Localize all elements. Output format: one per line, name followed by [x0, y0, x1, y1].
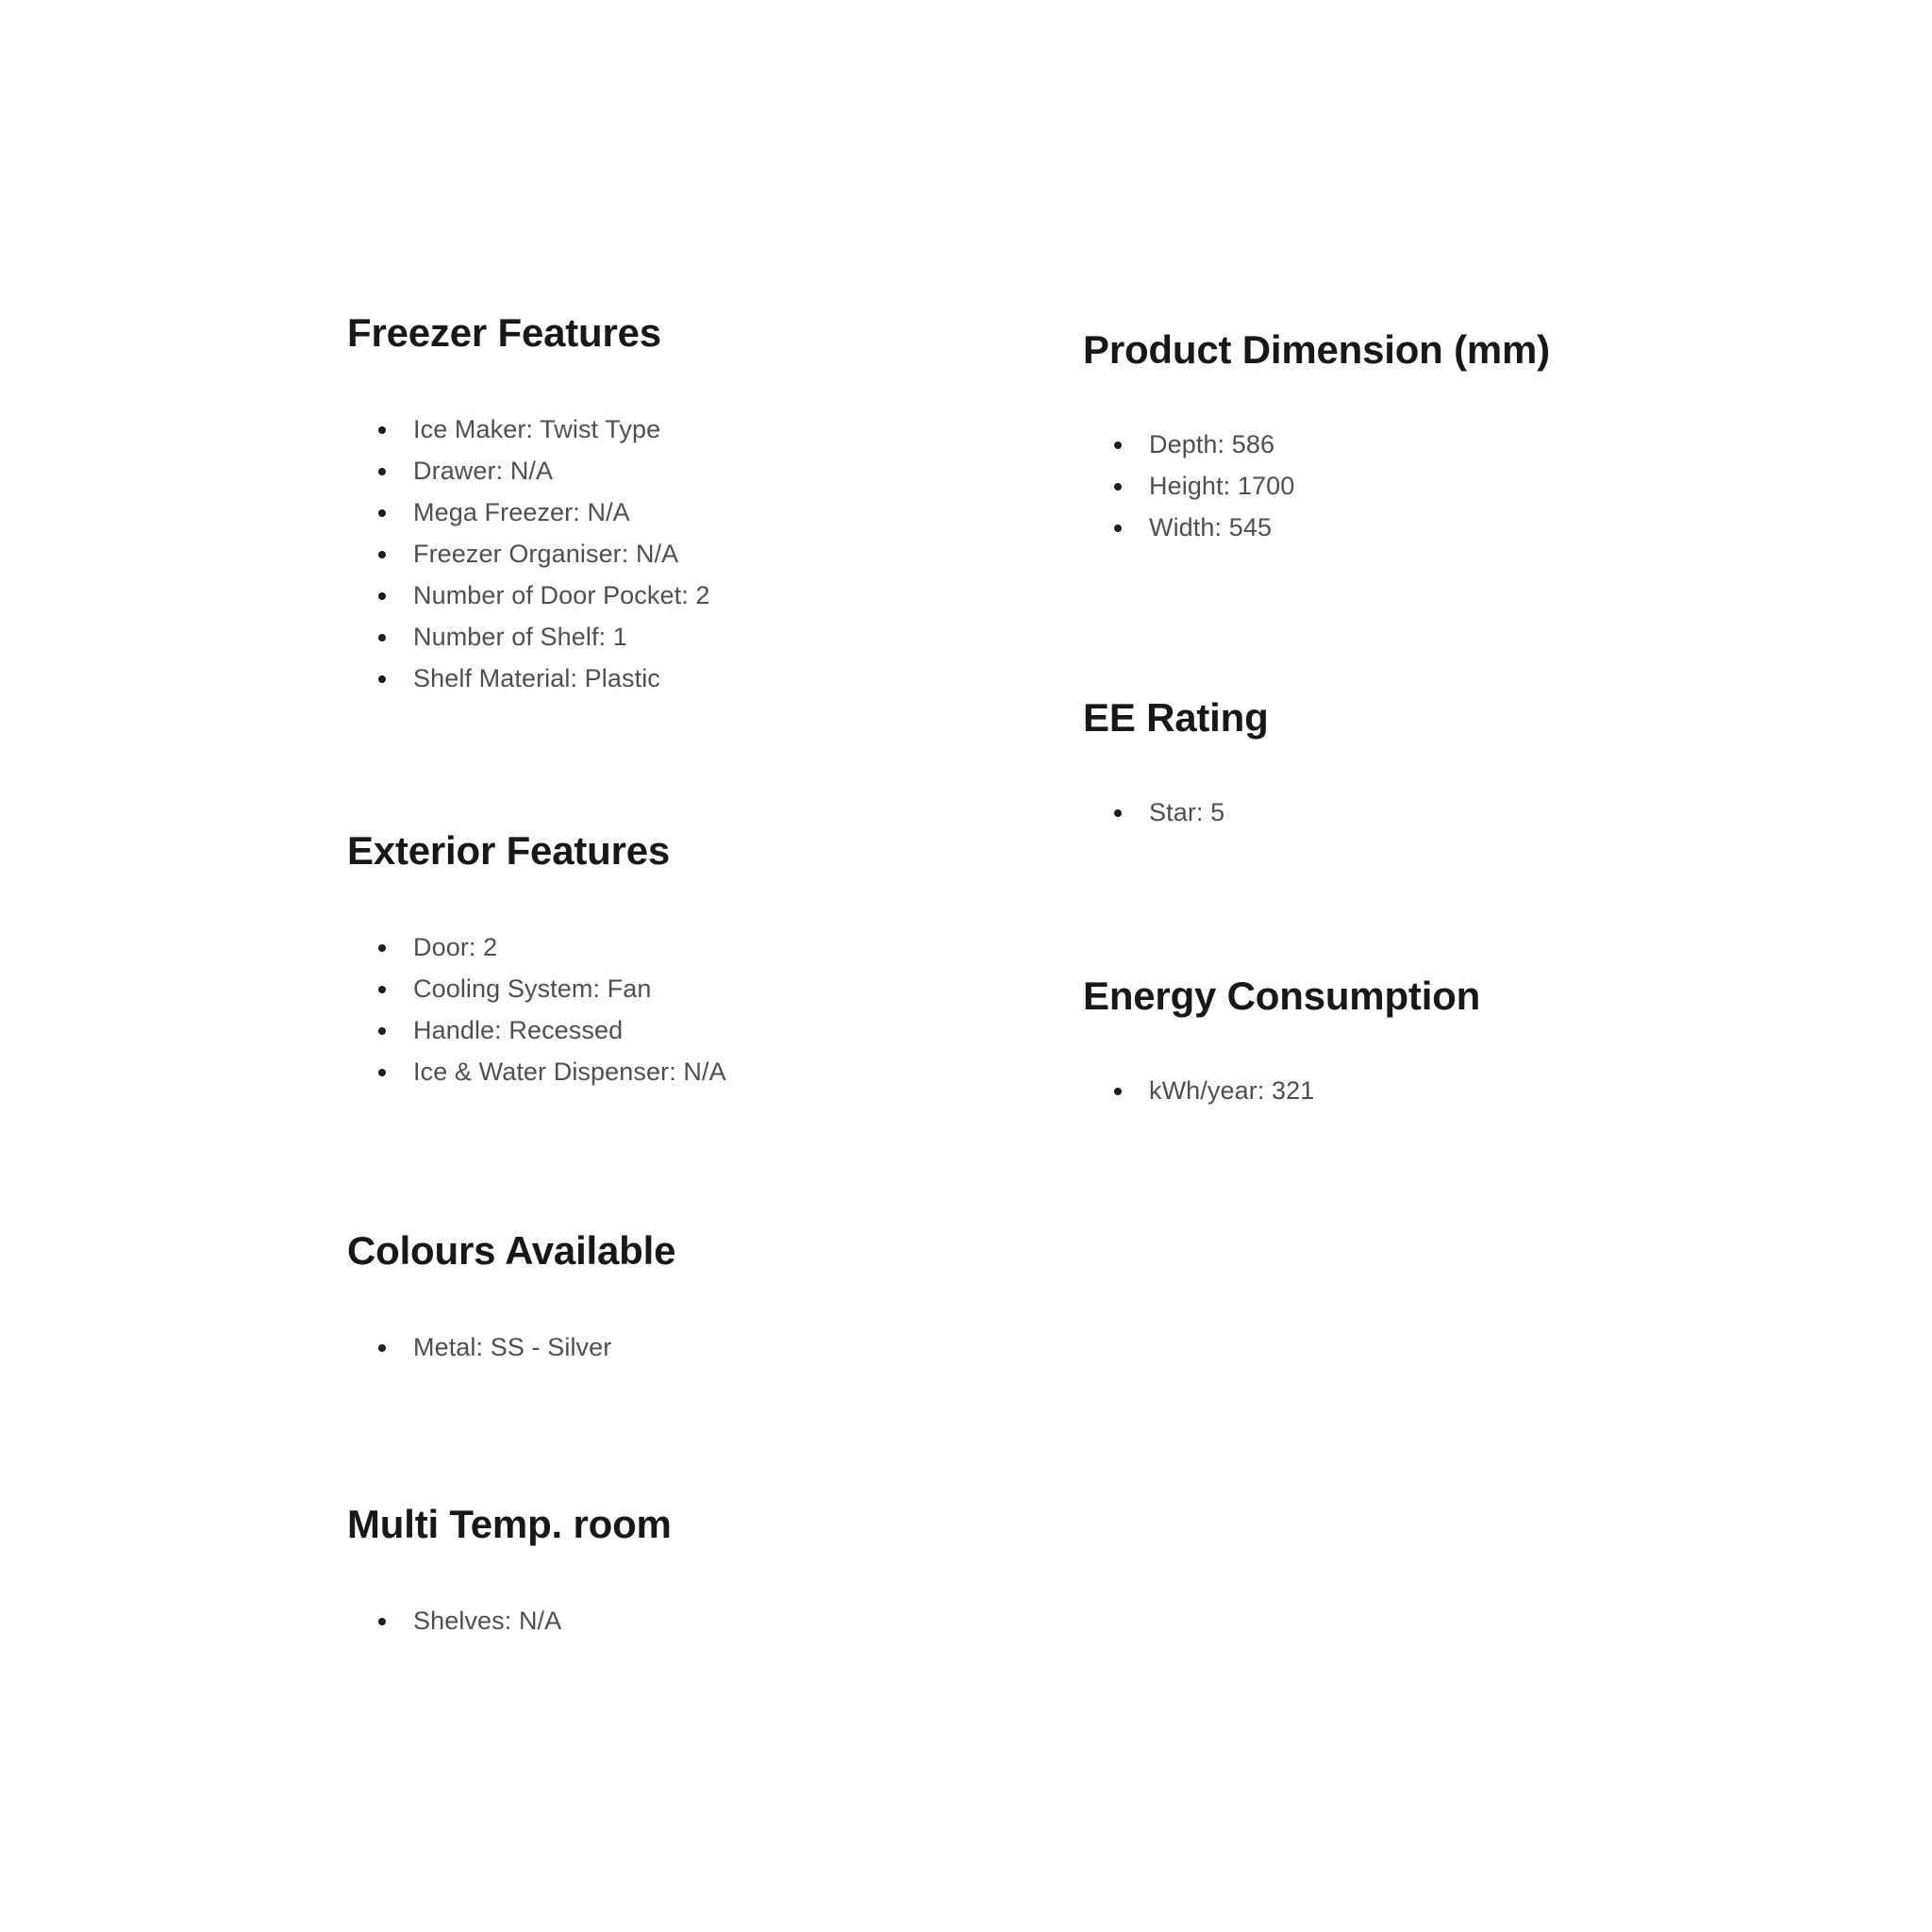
section-title-product-dimension: Product Dimension (mm): [1083, 327, 1550, 372]
list-item: [347, 408, 1045, 450]
section-title-multi-temp-room: Multi Temp. room: [347, 1502, 672, 1546]
list-item-label: Mega Freezer: N/A: [413, 498, 630, 526]
bullet-icon: [378, 592, 386, 600]
spec-list-product-dimension: [1083, 424, 1800, 548]
list-item: [347, 491, 1045, 533]
list-item: [1083, 1070, 1800, 1111]
list-item-label: Shelf Material: Plastic: [413, 664, 660, 692]
bullet-icon: [378, 551, 386, 558]
list-item-label: Cooling System: Fan: [413, 974, 652, 1003]
list-item: [347, 658, 1045, 699]
list-item-label: Door: 2: [413, 933, 498, 961]
section-title-freezer-features: Freezer Features: [347, 310, 661, 355]
bullet-icon: [378, 675, 386, 683]
bullet-icon: [378, 1344, 386, 1352]
list-item-label: Ice Maker: Twist Type: [413, 415, 661, 443]
list-item-label: Metal: SS - Silver: [413, 1333, 612, 1361]
list-item: [347, 1051, 1045, 1092]
list-item-label: Width: 545: [1149, 513, 1273, 541]
spec-list-freezer-features: [347, 408, 1045, 699]
list-item-label: Star: 5: [1149, 798, 1225, 826]
spec-list-ee-rating: [1083, 791, 1800, 833]
section-title-ee-rating: EE Rating: [1083, 695, 1269, 740]
list-item: [1083, 465, 1800, 507]
list-item: [1083, 507, 1800, 548]
bullet-icon: [1114, 525, 1122, 532]
list-item-label: Number of Door Pocket: 2: [413, 581, 710, 609]
list-item: [347, 1326, 1045, 1368]
list-item: [347, 533, 1045, 575]
bullet-icon: [378, 468, 386, 475]
list-item-label: Depth: 586: [1149, 430, 1275, 458]
spec-list-energy-consumption: [1083, 1070, 1800, 1111]
list-item-label: Handle: Recessed: [413, 1016, 624, 1044]
bullet-icon: [378, 944, 386, 952]
section-energy-consumption: [1083, 974, 1800, 1111]
list-item: [347, 450, 1045, 491]
list-item: [347, 575, 1045, 616]
bullet-icon: [378, 986, 386, 993]
list-item: [1083, 424, 1800, 465]
left-column: [347, 0, 1045, 1932]
section-exterior-features: [347, 828, 1045, 1092]
list-item-label: Number of Shelf: 1: [413, 623, 627, 651]
bullet-icon: [378, 509, 386, 517]
section-title-exterior-features: Exterior Features: [347, 828, 671, 873]
list-item-label: Drawer: N/A: [413, 457, 554, 485]
bullet-icon: [378, 1027, 386, 1035]
list-item: [1083, 791, 1800, 833]
spec-list-exterior-features: [347, 926, 1045, 1092]
bullet-icon: [1114, 1088, 1122, 1095]
section-product-dimension: [1083, 327, 1800, 548]
list-item-label: Height: 1700: [1149, 472, 1295, 500]
right-column: [1083, 0, 1800, 1932]
list-item-label: Shelves: N/A: [413, 1607, 562, 1635]
section-title-colours-available: Colours Available: [347, 1228, 676, 1273]
list-item: [347, 926, 1045, 968]
bullet-icon: [1114, 441, 1122, 449]
list-item-label: kWh/year: 321: [1149, 1076, 1315, 1105]
bullet-icon: [378, 634, 386, 641]
bullet-icon: [1114, 809, 1122, 817]
section-ee-rating: [1083, 695, 1800, 833]
list-item-label: Freezer Organiser: N/A: [413, 540, 679, 568]
list-item: [347, 616, 1045, 658]
bullet-icon: [1114, 483, 1122, 491]
bullet-icon: [378, 1069, 386, 1076]
spec-list-colours-available: [347, 1326, 1045, 1368]
list-item: [347, 1600, 1045, 1641]
bullet-icon: [378, 426, 386, 434]
list-item: [347, 1009, 1045, 1051]
section-title-energy-consumption: Energy Consumption: [1083, 974, 1481, 1018]
spec-list-multi-temp-room: [347, 1600, 1045, 1641]
section-freezer-features: [347, 310, 1045, 699]
bullet-icon: [378, 1618, 386, 1625]
section-multi-temp-room: [347, 1502, 1045, 1641]
section-colours-available: [347, 1228, 1045, 1368]
list-item: [347, 968, 1045, 1009]
list-item-label: Ice & Water Dispenser: N/A: [413, 1058, 726, 1086]
